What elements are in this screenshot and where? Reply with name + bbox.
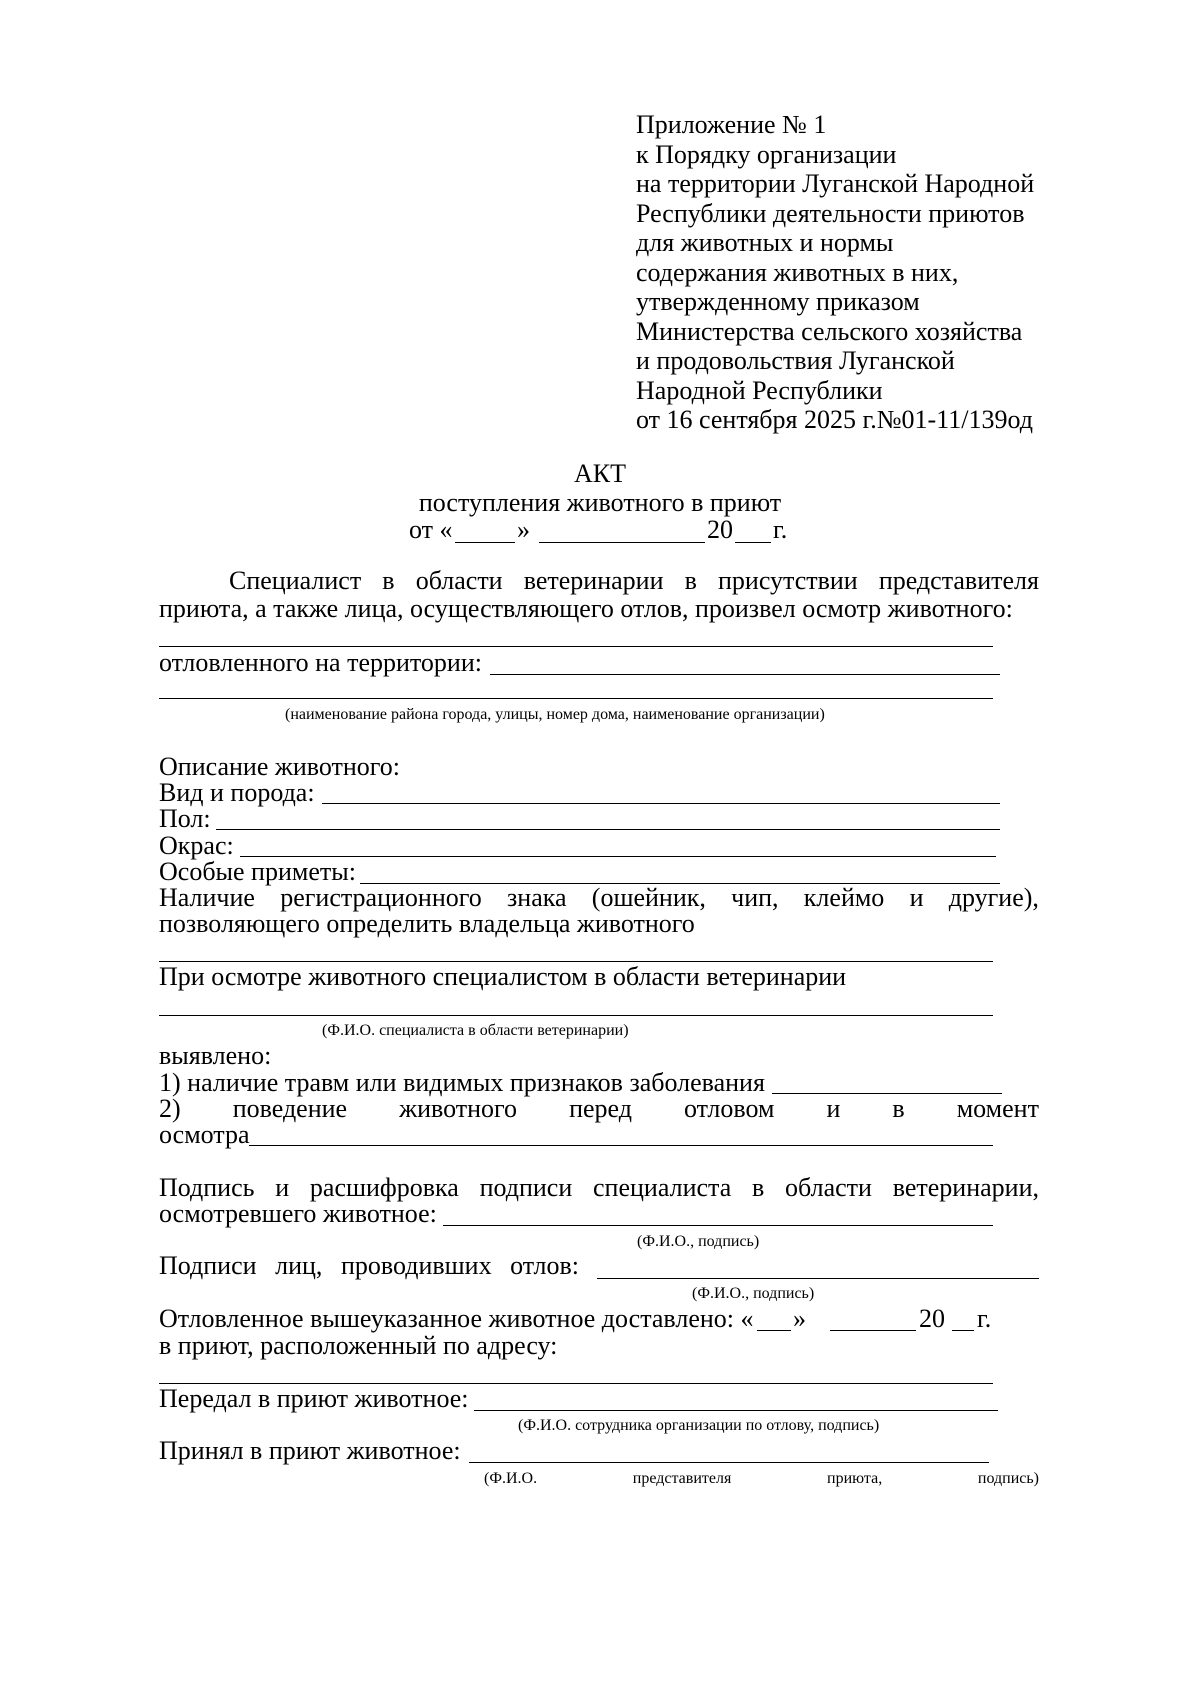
inspection-label: При осмотре животного специалистом в области ветеринарии [159,962,847,991]
vet-signature-blank-line [443,1225,993,1226]
delivery-label: Отловленное вышеуказанное животное доставлено: « [159,1304,754,1333]
annex-line: от 16 сентября 2025 г.№01-11/139од [636,405,1033,434]
catchers-signature-hint: (Ф.И.О., подпись) [692,1285,815,1302]
marks-label: Особые приметы: [159,857,356,886]
gave-hint: (Ф.И.О. сотрудника организации по отлову, подпись) [518,1417,880,1434]
injuries-item: 1) наличие травм или видимых признаков заболевания [159,1068,765,1097]
annex-line: Народной Республики [636,376,883,405]
intro-line-2: приюта, а также лица, осуществляющего отлов, произвел осмотр животного: [159,594,1013,623]
delivery-year-blank [952,1330,974,1331]
catchers-signature-label: Подписи лиц, проводивших отлов: [159,1251,579,1280]
delivery-year-suffix: г. [977,1304,992,1333]
annex-line: Министерства сельского хозяйства [636,317,1023,346]
date-year-suffix: г. [773,515,788,544]
annex-line: содержания животных в них, [636,258,959,287]
took-hint: (Ф.И.О. представителя приюта, подпись) [484,1470,1039,1487]
date-prefix: от « [409,515,453,544]
description-heading: Описание животного: [159,752,401,781]
territory-blank-line [490,674,1000,675]
registration-line-2: позволяющего определить владельца животного [159,909,695,938]
delivery-address-label: в приют, расположенный по адресу: [159,1331,558,1360]
color-label: Окрас: [159,831,234,860]
delivery-quote-close: » [793,1304,806,1333]
territory-blank-line-2 [159,698,993,699]
annex-line: утвержденному приказом [636,287,920,316]
territory-hint: (наименование района города, улицы, номер дома, наименование организации) [285,706,825,723]
delivery-day-blank [757,1330,791,1331]
annex-line: на территории Луганской Народной [636,169,1035,198]
vet-signature-line-1: Подпись и расшифровка подписи специалиста в области ветеринарии, [159,1173,1039,1202]
behavior-item: 2) поведение животного перед отловом и в момент [159,1094,1039,1123]
behavior-blank-line [249,1145,993,1146]
vet-signature-line-2: осмотревшего животное: [159,1199,437,1228]
species-blank-line [322,803,1000,804]
annex-line: и продовольствия Луганской [636,346,955,375]
behavior-item-cont: осмотра [159,1120,250,1149]
delivery-month-blank [830,1330,916,1331]
annex-line: Приложение № 1 [636,110,827,139]
catchers-signature-blank-line [597,1278,1039,1279]
delivery-year-prefix: 20 [919,1304,945,1333]
sex-label: Пол: [159,804,211,833]
annex-line: для животных и нормы [636,228,894,257]
species-label: Вид и порода: [159,778,315,807]
found-label: выявлено: [159,1041,272,1070]
took-blank-line [469,1462,989,1463]
date-year-blank [735,542,771,543]
territory-label: отловленного на территории: [159,648,482,677]
date-day-blank [455,542,515,543]
annex-line: Республики деятельности приютов [636,199,1025,228]
gave-blank-line [474,1410,998,1411]
vet-signature-hint: (Ф.И.О., подпись) [637,1233,760,1250]
date-year-prefix: 20 [707,515,733,544]
took-label: Принял в приют животное: [159,1436,461,1465]
act-title: АКТ [574,459,626,488]
gave-label: Передал в приют животное: [159,1384,469,1413]
act-subtitle: поступления животного в приют [418,488,782,517]
registration-line-1: Наличие регистрационного знака (ошейник, чип, клеймо и другие), [159,883,1039,912]
date-quote-close: » [517,515,530,544]
inspector-blank-line [159,1015,993,1016]
annex-line: к Порядку организации [636,140,897,169]
date-month-blank [539,542,705,543]
inspector-hint: (Ф.И.О. специалиста в области ветеринарии) [322,1022,629,1039]
intro-line-1: Специалист в области ветеринарии в присутствии представителя [229,566,1039,595]
animal-blank-line [159,646,993,647]
sex-blank-line [216,829,1000,830]
